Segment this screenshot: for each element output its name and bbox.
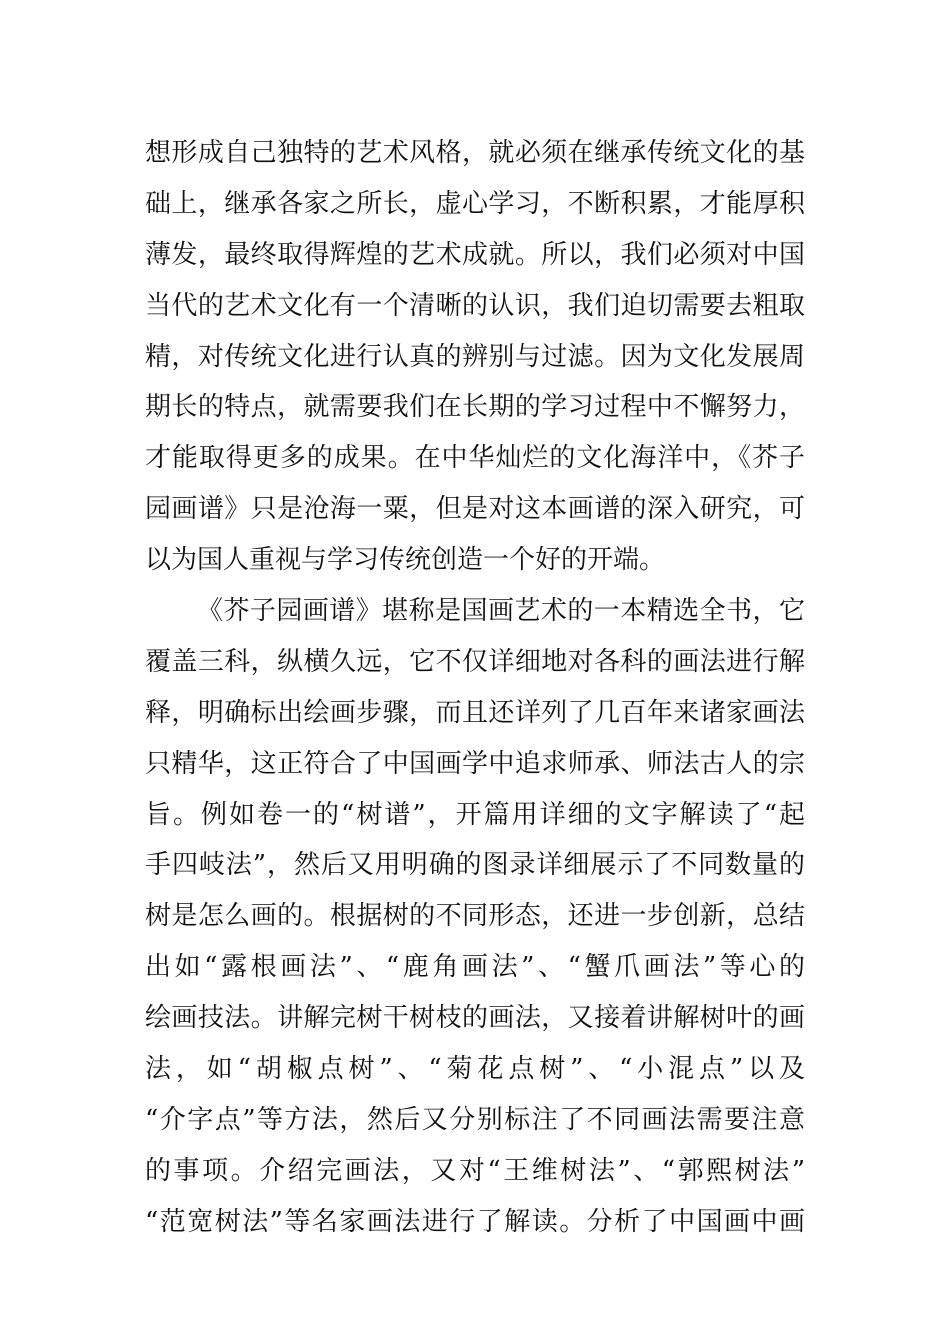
text-line: 绘画技法。讲解完树干树枝的画法，又接着讲解树叶的画	[145, 1003, 805, 1034]
text-line: 覆盖三科，纵横久远，它不仅详细地对各科的画法进行解	[145, 646, 805, 677]
text-line: 当代的艺术文化有一个清晰的认识，我们迫切需要去粗取	[145, 290, 805, 321]
text-line: 以为国人重视与学习传统创造一个好的开端。	[145, 545, 666, 576]
text-line: 树是怎么画的。根据树的不同形态，还进一步创新，总结	[145, 901, 805, 932]
text-line: 《芥子园画谱》堪称是国画艺术的一本精选全书，它	[197, 596, 805, 627]
text-line: 的事项。介绍完画法，又对“王维树法”、“郭熙树法”	[145, 1155, 805, 1186]
text-line: “介字点”等方法，然后又分别标注了不同画法需要注意	[145, 1104, 805, 1135]
text-line: 释，明确标出绘画步骤，而且还详列了几百年来诸家画法	[145, 697, 805, 728]
text-line: 薄发，最终取得辉煌的艺术成就。所以，我们必须对中国	[145, 239, 805, 270]
text-line: 法，如“胡椒点树”、“菊花点树”、“小混点”以及	[145, 1054, 805, 1085]
text-line: 出如“露根画法”、“鹿角画法”、“蟹爪画法”等心的	[145, 952, 805, 983]
text-line: 手四岐法”，然后又用明确的图录详细展示了不同数量的	[145, 850, 805, 881]
text-line: “范宽树法”等名家画法进行了解读。分析了中国画中画	[145, 1206, 805, 1237]
text-line: 旨。例如卷一的“树谱”，开篇用详细的文字解读了“起	[145, 799, 805, 830]
text-line: 础上，继承各家之所长，虚心学习，不断积累，才能厚积	[145, 188, 805, 219]
text-line: 只精华，这正符合了中国画学中追求师承、师法古人的宗	[145, 748, 805, 779]
paragraph-2	[145, 586, 805, 1248]
text-line: 期长的特点，就需要我们在长期的学习过程中不懈努力，	[145, 392, 805, 423]
paragraph-1	[145, 128, 805, 586]
text-line: 才能取得更多的成果。在中华灿烂的文化海洋中，《芥子	[145, 443, 805, 474]
text-line: 园画谱》只是沧海一粟，但是对这本画谱的深入研究，可	[145, 494, 805, 525]
text-line: 精，对传统文化进行认真的辨别与过滤。因为文化发展周	[145, 341, 805, 372]
text-line: 想形成自己独特的艺术风格，就必须在继承传统文化的基	[145, 138, 805, 168]
text-body	[145, 128, 805, 1248]
